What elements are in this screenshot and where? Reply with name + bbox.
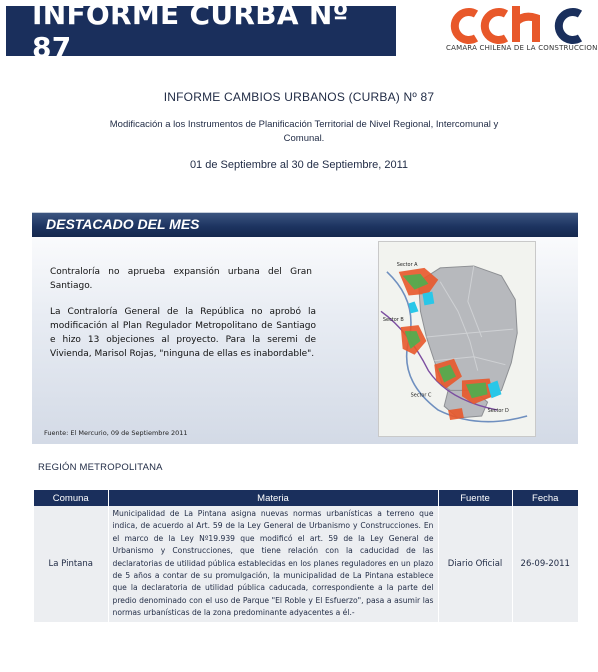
cell-fuente: Diario Oficial — [438, 506, 512, 622]
highlight-body: La Contraloría General de la República no aprobó la modificación al Plan Regulador Metropolitano de Santiago e hizo 13 objeciones al proyecto. Para la seremi de Vivienda, Marisol Rojas, "ninguna de ellas es inabordable". — [50, 307, 316, 359]
cell-materia: Municipalidad de La Pintana asigna nuevas normas urbanísticas a terreno que indica, de acuerdo al Art. 59 de la Ley General de Urbanismo y Construcciones. En el marco de la Ley Nº19.939 que modificó el art. 59 de la Ley General de Urbanismo y Construcciones, que tiene relación con la caducidad de las declaratorias de utilidad pública establecidas en los planes reguladores en un plazo de 5 años a contar de su promulgación, la municipalidad de La Pintana establece que la declaratoria de utilidad pública caducada, correspondiente a la parte del predio denominado con el uso de Parque "El Roble y El Esfuerzo", pasa a asumir las normas urbanísticas de la zona predominante adyacentes a él.- — [108, 506, 438, 622]
changes-table — [34, 490, 578, 622]
region-label: REGIÓN METROPOLITANA — [38, 462, 163, 473]
report-period: 01 de Septiembre al 30 de Septiembre, 2011 — [189, 159, 409, 171]
highlight-header-bar — [32, 213, 578, 237]
cell-comuna: La Pintana — [34, 506, 108, 622]
table-header-row — [34, 490, 578, 506]
column-header-fuente: Fuente — [438, 490, 512, 506]
santiago-sector-map — [378, 241, 536, 437]
highlight-headline: Contraloría no aprueba expansión urbana del Gran Santiago. — [50, 267, 312, 291]
report-banner — [6, 0, 396, 64]
map-label-sector-b: Sector B — [382, 317, 404, 324]
column-header-comuna: Comuna — [34, 490, 108, 506]
map-label-sector-d: Sector D — [487, 408, 509, 415]
map-label-sector-a: Sector A — [396, 261, 418, 268]
report-description: Modificación a los Instrumentos de Planificación Territorial de Nivel Regional, Intercomunal y Comunal. — [109, 119, 499, 144]
column-header-materia: Materia — [108, 490, 438, 506]
banner-title: INFORME CURBA Nº 87 — [32, 0, 349, 64]
logo-subtitle: CAMARA CHILENA DE LA CONSTRUCCION — [446, 44, 598, 52]
map-label-sector-c: Sector C — [410, 392, 432, 399]
table-row — [34, 506, 578, 622]
highlight-panel — [32, 212, 578, 444]
cell-fecha: 26-09-2011 — [512, 506, 578, 622]
column-header-fecha: Fecha — [512, 490, 578, 506]
highlight-title: DESTACADO DEL MES — [46, 216, 200, 232]
highlight-source: Fuente: El Mercurio, 09 de Septiembre 2011 — [44, 429, 188, 437]
report-title: INFORME CAMBIOS URBANOS (CURBA) Nº 87 — [163, 90, 435, 104]
